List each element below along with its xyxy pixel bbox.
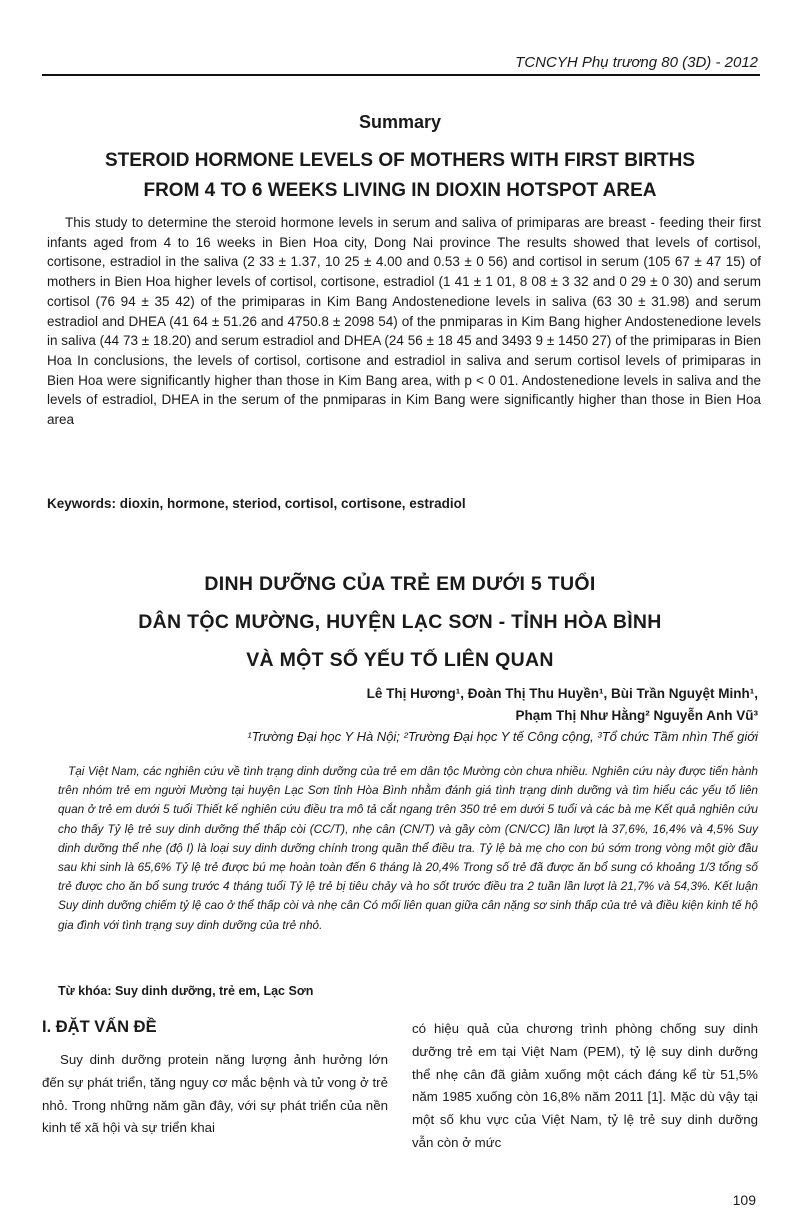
article-title-line1: DINH DƯỠNG CỦA TRẺ EM DƯỚI 5 TUỔI bbox=[204, 573, 596, 595]
article-title-line3: VÀ MỘT SỐ YẾU TỐ LIÊN QUAN bbox=[246, 649, 554, 671]
summary-label: Summary bbox=[358, 112, 442, 132]
article-keywords: Từ khóa: Suy dinh dưỡng, trẻ em, Lạc Sơn bbox=[58, 984, 314, 998]
authors-line1: Lê Thị Hương¹, Đoàn Thị Thu Huyền¹, Bùi Trần Nguyệt Minh¹, bbox=[366, 686, 758, 701]
article-title bbox=[50, 565, 750, 679]
column-right-paragraph: có hiệu quả của chương trình phòng chống suy dinh dưỡng trẻ em tại Việt Nam (PEM), tỷ lệ suy dinh dưỡng thể nhẹ cân đã giảm xuống một cách đáng kể từ 51,5% năm 1985 xuống còn 16,8% năm 2011 [1]. Mặc dù vậy tại một số khu vực của Việt Nam, tỷ lệ trẻ suy dinh dưỡng vẫn còn ở mức bbox=[412, 1021, 758, 1150]
summary-keywords: Keywords: dioxin, hormone, steriod, cortisol, cortisone, estradiol bbox=[47, 496, 466, 511]
article-abstract: Tại Việt Nam, các nghiên cứu về tình trạng dinh dưỡng của trẻ em dân tộc Mường còn chưa nhiều. Nghiên cứu này được tiến hành trên nhóm trẻ em người Mường tại huyện Lạc Sơn tỉnh Hòa Bình nhằm đánh giá tình trạng dinh dưỡng và tìm hiểu các yếu tố liên quan ở trẻ em dưới 5 tuổi Thiết kế nghiên cứu điều tra mô tả cắt ngang trên 350 trẻ em dưới 5 tuổi và các bà mẹ Kết quả nghiên cứu cho thấy Tỷ lệ trẻ suy dinh dưỡng thể thấp còi (CC/T), nhẹ cân (CN/T) và gầy còm (CN/CC) lần lượt là 37,6%, 16,4% và 4,5% Suy dinh dưỡng thể nhẹ (độ I) là loại suy dinh dưỡng chính trong quần thể điều tra. Tỷ lệ bà mẹ cho con bú sớm trong vòng một giờ đầu sau khi sinh là 65,6% Tỷ lệ trẻ được bú mẹ hoàn toàn đến 6 tháng là 20,4% Trong số trẻ đã được ăn bổ sung có khoảng 1/3 tổng số trẻ được cho ăn bổ sung trước 4 tháng tuổi Tỷ lệ trẻ bị tiêu chảy và ho sốt trước điều tra 2 tuần lần lượt là 21,7% và 54,3%. Kết luận Suy dinh dưỡng chiếm tỷ lệ cao ở thể thấp còi và nhẹ cân Có mối liên quan giữa cân nặng sơ sinh thấp của trẻ và điều kiện kinh tế hộ gia đình với tình trạng suy dinh dưỡng của trẻ nhỏ. bbox=[58, 764, 758, 932]
summary-abstract: This study to determine the steroid hormone levels in serum and saliva of primiparas are breast - feeding their first infants aged from 4 to 16 weeks in Bien Hoa city, Dong Nai province The results showed that levels of cortisol, cortisone, estradiol in the saliva (2 33 ± 1.37, 10 25 ± 4.00 and 0.53 ± 0 56) and cortisol in serum (105 67 ± 47 15) of mothers in Bien Hoa higher levels of cortisol, cortisone, estradiol (1 41 ± 1 01, 8 08 ± 3 32 and 0 29 ± 0 30) and serum cortisol (76 94 ± 35 42) of the primiparas in Kim Bang Andostenedione levels in saliva (63 30 ± 31.98) and serum estradiol and DHEA (41 64 ± 51.26 and 4750.8 ± 2098 54) of the pnmiparas in Kim Bang higher Andostenedione levels in saliva (44 73 ± 18.20) and serum estradiol and DHEA (24 56 ± 18 45 and 3493 9 ± 1450 27) of the primiparas in Bien Hoa In conclusions, the levels of cortisol, cortisone and estradiol in saliva and serum cortisol levels of primiparas in Bien Hoa were significantly higher than those in Kim Bang area, with p < 0 01. Andostenedione levels in saliva and the levels of estradiol, DHEA in the serum of the pnmiparas in Kim Bang were significantly higher than those in Bien Hoa area bbox=[47, 215, 761, 428]
section-heading: I. ĐẶT VẤN ĐỀ bbox=[42, 1018, 157, 1036]
column-left-paragraph: Suy dinh dưỡng protein năng lượng ảnh hưởng lớn đến sự phát triển, tăng nguy cơ mắc bệnh và tử vong ở trẻ nhỏ. Trong những năm gần đây, với sự phát triển của nền kinh tế xã hội và sự triển khai bbox=[42, 1052, 388, 1136]
article-title-line2: DÂN TỘC MƯỜNG, HUYỆN LẠC SƠN - TỈNH HÒA BÌNH bbox=[138, 611, 662, 633]
column-left bbox=[42, 1018, 388, 1140]
journal-header: TCNCYH Phụ trương 80 (3D) - 2012 bbox=[509, 54, 758, 71]
summary-title bbox=[50, 146, 750, 206]
column-right bbox=[412, 1018, 758, 1155]
authors-line2: Phạm Thị Như Hằng² Nguyễn Anh Vũ³ bbox=[515, 708, 758, 723]
summary-title-line1: STEROID HORMONE LEVELS OF MOTHERS WITH FIRST BIRTHS bbox=[104, 150, 696, 171]
page-number: 109 bbox=[732, 1192, 756, 1208]
authors bbox=[158, 683, 758, 727]
header-rule bbox=[42, 74, 760, 76]
affiliations: ¹Trường Đại học Y Hà Nội; ²Trường Đại học Y tế Công cộng, ³Tổ chức Tầm nhìn Thế giới bbox=[247, 729, 758, 744]
summary-title-line2: FROM 4 TO 6 WEEKS LIVING IN DIOXIN HOTSPOT AREA bbox=[143, 180, 657, 201]
